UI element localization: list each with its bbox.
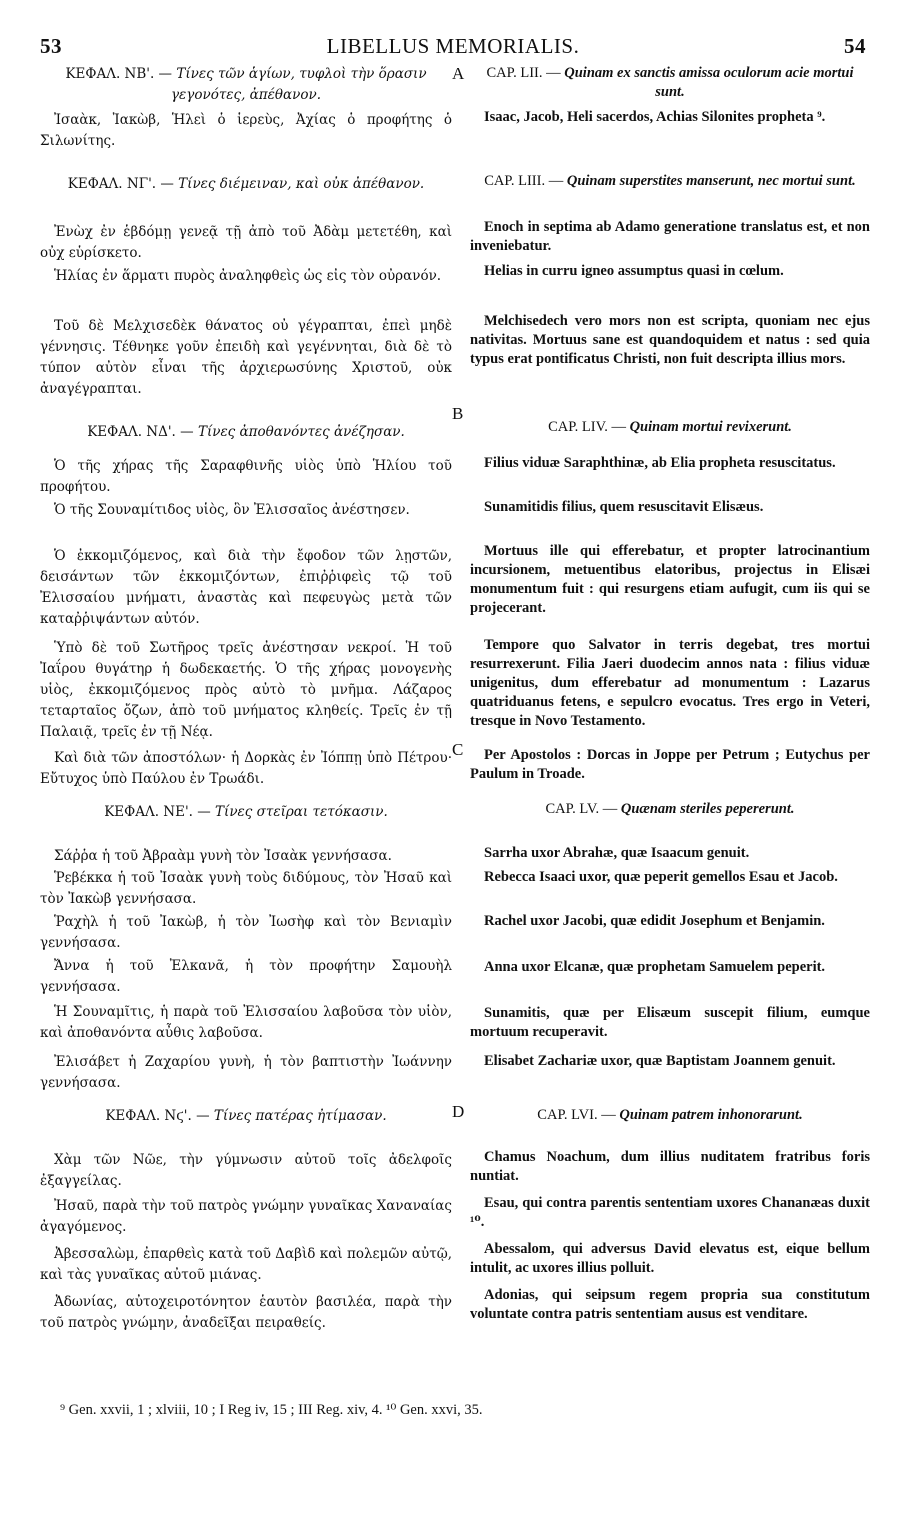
greek-paragraph: Ὁ τῆς Σουναμίτιδος υἱὸς, ὃν Ἐλισσαῖος ἀνέστησεν. — [54, 502, 410, 518]
running-header — [40, 34, 866, 58]
latin-chapter-55-heading: CAP. LV. — Quænam steriles pepererunt. — [545, 801, 795, 817]
latin-paragraph: Isaac, Jacob, Heli sacerdos, Achias Silonites propheta ⁹. — [484, 109, 826, 125]
greek-paragraph: Ὁ τῆς χήρας τῆς Σαραφθινῆς υἱὸς ὑπὸ Ἡλίου τοῦ προφήτου. — [40, 458, 452, 495]
latin-paragraph: Filius viduæ Saraphthinæ, ab Elia propheta resuscitatus. — [484, 455, 836, 471]
greek-paragraph: Τοῦ δὲ Μελχισεδὲκ θάνατος οὐ γέγραπται, ἐπεὶ μηδὲ γέννησις. Τέθνηκε γοῦν ἐπειδὴ καὶ γεγέννηται, διὰ δὲ τὸ τύπον αὐτὸν εἶναι τῆς ἀρχιερωσύνης Χριστοῦ, οὐκ ἀναγέγραπται. — [40, 318, 452, 397]
greek-chapter-55-heading: ΚΕΦΑΛ. ΝΕ'. — Τίνες στεῖραι τετόκασιν. — [104, 804, 388, 820]
latin-paragraph: Sunamitis, quæ per Elisæum suscepit filium, eumque mortuum recuperavit. — [470, 1005, 870, 1040]
page-number-right: 54 — [844, 34, 866, 58]
footnotes: ⁹ Gen. xxvii, 1 ; xlviii, 10 ; I Reg iv, 15 ; III Reg. xiv, 4. ¹⁰ Gen. xxvi, 35. — [60, 1402, 483, 1418]
greek-chapter-56-heading: ΚΕΦΑΛ. Νϛ'. — Τίνες πατέρας ἠτίμασαν. — [105, 1108, 387, 1124]
greek-paragraph: Ἰσαὰκ, Ἰακὼβ, Ἡλεὶ ὁ ἱερεὺς, Ἀχίας ὁ προφήτης ὁ Σιλωνίτης. — [40, 112, 452, 149]
latin-paragraph: Melchisedech vero mors non est scripta, quoniam nec ejus nativitas. Mortuus sane est quandoquidem et natus : sed quia typus erat pontificatus Christi, non fuit descripta illius mors. — [470, 313, 870, 367]
latin-paragraph: Rachel uxor Jacobi, quæ edidit Josephum et Benjamin. — [484, 913, 825, 929]
latin-paragraph: Esau, qui contra parentis sententiam uxores Chananæas duxit ¹⁰. — [470, 1195, 870, 1230]
latin-chapter-56-heading: CAP. LVI. — Quinam patrem inhonorarunt. — [537, 1107, 803, 1123]
latin-paragraph: Helias in curru igneo assumptus quasi in cœlum. — [484, 263, 784, 279]
latin-paragraph: Sunamitidis filius, quem resuscitavit Elisæus. — [484, 499, 764, 515]
latin-paragraph: Anna uxor Elcanæ, quæ prophetam Samuelem peperit. — [484, 959, 826, 975]
latin-paragraph: Elisabet Zachariæ uxor, quæ Baptistam Joannem genuit. — [484, 1053, 836, 1069]
greek-paragraph: Ἡλίας ἐν ἅρματι πυρὸς ἀναληφθεὶς ὡς εἰς τὸν οὐρανόν. — [54, 268, 442, 284]
greek-paragraph: Ῥαχὴλ ἡ τοῦ Ἰακὼβ, ἡ τὸν Ἰωσὴφ καὶ τὸν Βενιαμὶν γεννήσασα. — [40, 914, 452, 951]
latin-chapter-54-heading: CAP. LIV. — Quinam mortui revixerunt. — [548, 419, 792, 435]
greek-chapter-52-heading: ΚΕΦΑΛ. ΝΒ'. — Τίνες τῶν ἁγίων, τυφλοὶ τὴν ὅρασιν γεγονότες, ἀπέθανον. — [65, 66, 427, 103]
margin-letter-b: B — [452, 404, 464, 423]
greek-chapter-54-heading: ΚΕΦΑΛ. ΝΔ'. — Τίνες ἀποθανόντες ἀνέζησαν. — [87, 424, 405, 440]
margin-letter-c: C — [452, 740, 464, 759]
latin-paragraph: Enoch in septima ab Adamo generatione translatus est, et non inveniebatur. — [470, 219, 870, 254]
margin-letter-a: A — [452, 64, 465, 83]
latin-paragraph: Tempore quo Salvator in terris degebat, tres mortui resurrexerunt. Filia Jaeri duodecim annos nata : filius viduæ unigenitus, dum efferebatur ad monumentum : Lazarus quatriduanus fetens, e sepulcro evocatus. Tres ergo in Veteri, tresque in Novo Testamento. — [470, 637, 870, 729]
greek-paragraph: Σάῤῥα ἡ τοῦ Ἀβραὰμ γυνὴ τὸν Ἰσαὰκ γεννήσασα. — [54, 848, 392, 864]
greek-paragraph: Ῥεβέκκα ἡ τοῦ Ἰσαὰκ γυνὴ τοὺς διδύμους, τὸν Ἠσαῦ καὶ τὸν Ἰακὼβ γεννήσασα. — [40, 870, 452, 907]
latin-paragraph: Sarrha uxor Abrahæ, quæ Isaacum genuit. — [484, 845, 750, 861]
greek-paragraph: Ὑπὸ δὲ τοῦ Σωτῆρος τρεῖς ἀνέστησαν νεκροί. Ἡ τοῦ Ἰαΐρου θυγάτηρ ἡ δωδεκαετής. Ὁ τῆς χήρας μονογενὴς υἱὸς, ἐκκομιζόμενος πρὸς αὐτὸ τὸ μνῆμα. Λάζαρος τεταρταῖος ὄζων, ἀπὸ τοῦ μνήματος κληθείς. Τρεῖς ἐν τῇ Παλαιᾷ, τρεῖς ἐν τῇ Νέᾳ. — [40, 640, 452, 740]
latin-paragraph: Per Apostolos : Dorcas in Joppe per Petrum ; Eutychus per Paulum in Troade. — [470, 747, 870, 782]
greek-paragraph: Ἠσαῦ, παρὰ τὴν τοῦ πατρὸς γνώμην γυναῖκας Χαναναίας ἀγαγόμενος. — [40, 1198, 452, 1235]
latin-chapter-52-heading: CAP. LII. — Quinam ex sanctis amissa oculorum acie mortui sunt. — [486, 65, 854, 100]
margin-letter-d: D — [452, 1102, 465, 1121]
running-title: LIBELLUS MEMORIALIS. — [326, 34, 580, 58]
latin-paragraph: Rebecca Isaaci uxor, quæ peperit gemellos Esau et Jacob. — [484, 869, 838, 885]
latin-chapter-53-heading: CAP. LIII. — Quinam superstites manserunt, nec mortui sunt. — [484, 173, 856, 189]
greek-paragraph: Ἀδωνίας, αὐτοχειροτόνητον ἑαυτὸν βασιλέα, παρὰ τὴν τοῦ πατρὸς γνώμην, ἀναδεῖξαι πειραθείς. — [40, 1294, 452, 1331]
greek-paragraph: Ἄννα ἡ τοῦ Ἐλκανᾶ, ἡ τὸν προφήτην Σαμουὴλ γεννήσασα. — [40, 958, 452, 995]
greek-paragraph: Ἐνὼχ ἐν ἑβδόμῃ γενεᾷ τῇ ἀπὸ τοῦ Ἀδὰμ μετετέθη, καὶ οὐχ εὑρίσκετο. — [40, 224, 452, 261]
greek-paragraph: Ὁ ἐκκομιζόμενος, καὶ διὰ τὴν ἔφοδον τῶν λῃστῶν, δεισάντων τῶν ἐκκομιζόντων, ἐπιῤῥιφεὶς τῷ τοῦ Ἐλισσαίου μνήματι, ἀναστὰς καὶ πεφευγὼς μετὰ τῶν καταῤῥιψάντων αὐτόν. — [40, 548, 452, 627]
latin-paragraph: Abessalom, qui adversus David elevatus est, eique bellum intulit, ac uxores illius polluit. — [470, 1241, 870, 1276]
greek-chapter-53-heading: ΚΕΦΑΛ. ΝΓ'. — Τίνες διέμειναν, καὶ οὐκ ἀπέθανον. — [67, 176, 425, 192]
latin-paragraph: Adonias, qui seipsum regem propria sua constitutum voluntate contra patris sententiam ausus est venditare. — [470, 1287, 870, 1322]
greek-paragraph: Ἡ Σουναμῖτις, ἡ παρὰ τοῦ Ἐλισσαίου λαβοῦσα τὸν υἱὸν, καὶ ἀποθανόντα αὖθις λαβοῦσα. — [40, 1004, 452, 1041]
greek-paragraph: Ἐλισάβετ ἡ Ζαχαρίου γυνὴ, ἡ τὸν βαπτιστὴν Ἰωάννην γεννήσασα. — [40, 1054, 452, 1091]
greek-paragraph: Καὶ διὰ τῶν ἀποστόλων· ἡ Δορκὰς ἐν Ἰόππῃ ὑπὸ Πέτρου· Εὔτυχος ὑπὸ Παύλου ἐν Τρωάδι. — [40, 750, 452, 787]
greek-paragraph: Χὰμ τῶν Νῶε, τὴν γύμνωσιν αὐτοῦ τοῖς ἀδελφοῖς ἐξαγγείλας. — [40, 1152, 452, 1189]
page-number-left: 53 — [40, 34, 62, 58]
latin-paragraph: Chamus Noachum, dum illius nuditatem fratribus foris nuntiat. — [470, 1149, 870, 1184]
greek-paragraph: Ἀβεσσαλὼμ, ἐπαρθεὶς κατὰ τοῦ Δαβὶδ καὶ πολεμῶν αὐτῷ, καὶ τὰς γυναῖκας αὐτοῦ μιάνας. — [40, 1246, 452, 1283]
latin-paragraph: Mortuus ille qui efferebatur, et propter latrocinantium incursionem, metuentibus elatoribus, projectus in Elisæi monumentum fuit : qui resurgens etiam aufugit, cum iis qui se projecerant. — [470, 543, 870, 616]
